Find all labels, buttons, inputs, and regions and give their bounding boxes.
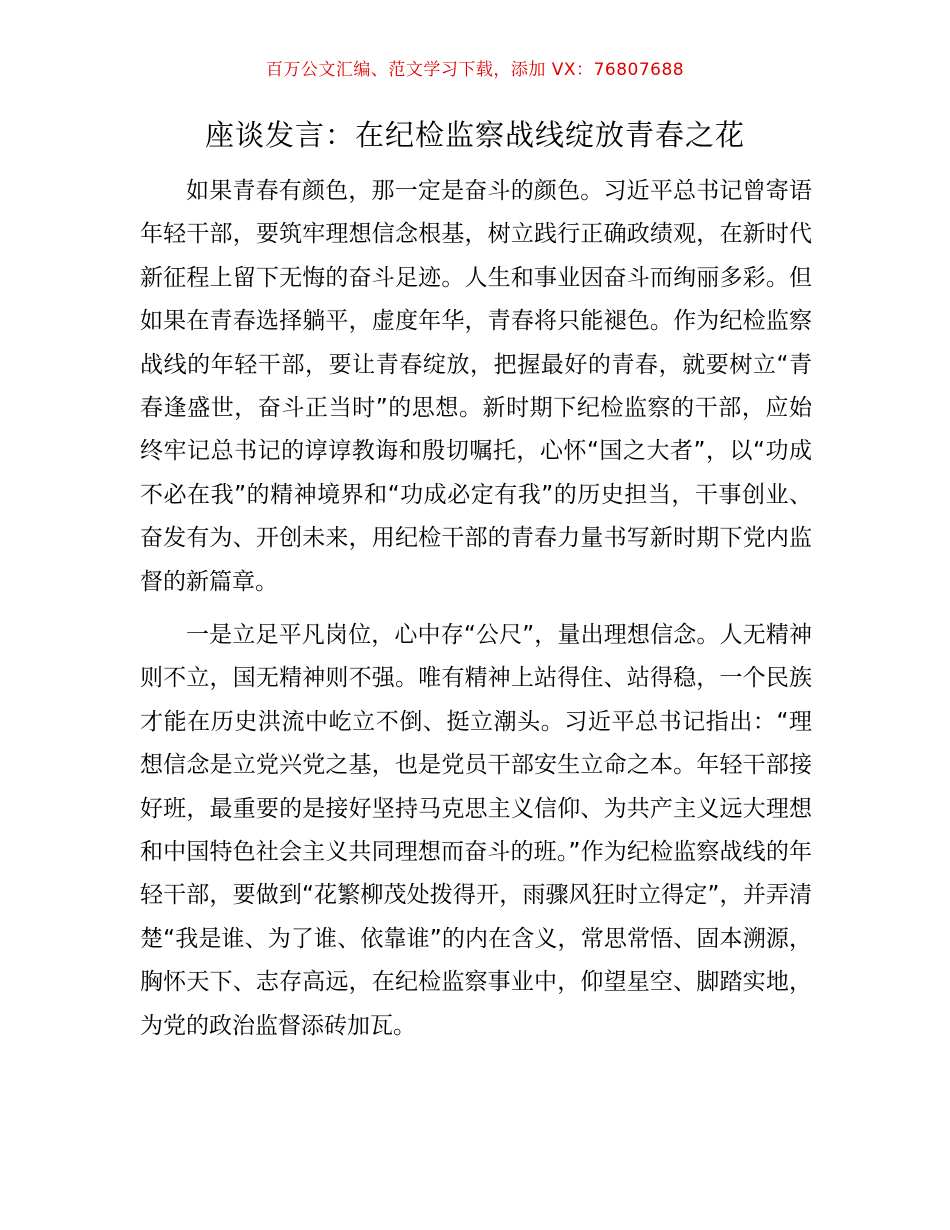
document-title: 座谈发言：在纪检监察战线绽放青春之花	[204, 118, 745, 152]
paragraph-intro: 如果青春有颜色，那一定是奋斗的颜色。习近平总书记曾寄语年轻干部，要筑牢理想信念根基，树立践行正确政绩观，在新时代新征程上留下无悔的奋斗足迹。人生和事业因奋斗而绚丽多彩。但如果在青春选择躺平，虚度年华，青春将只能褪色。作为纪检监察战线的年轻干部，要让青春绽放，把握最好的青春，就要树立“青春逢盛世，奋斗正当时”的思想。新时期下纪检监察的干部，应始终牢记总书记的谆谆教诲和殷切嘱托，心怀“国之大者”，以“功成不必在我”的精神境界和“功成必定有我”的历史担当，干事创业、奋发有为、开创未来，用纪检干部的青春力量书写新时期下党内监督的新篇章。	[140, 178, 812, 595]
header-promo-note: 百万公文汇编、范文学习下载，添加 VX：76807688	[265, 60, 685, 80]
paragraph-point-one: 一是立足平凡岗位，心中存“公尺”，量出理想信念。人无精神则不立，国无精神则不强。唯有精神上站得住、站得稳，一个民族才能在历史洪流中屹立不倒、挺立潮头。习近平总书记指出：“理想信念是立党兴党之基，也是党员干部安生立命之本。年轻干部接好班，最重要的是接好坚持马克思主义信仰、为共产主义远大理想和中国特色社会主义共同理想而奋斗的班。”作为纪检监察战线的年轻干部，要做到“花繁柳茂处拨得开，雨骤风狂时立得定”，并弄清楚“我是谁、为了谁、依靠谁”的内在含义，常思常悟、固本溯源，胸怀天下、志存高远，在纪检监察事业中，仰望星空、脚踏实地，为党的政治监督添砖加瓦。	[140, 622, 812, 1039]
